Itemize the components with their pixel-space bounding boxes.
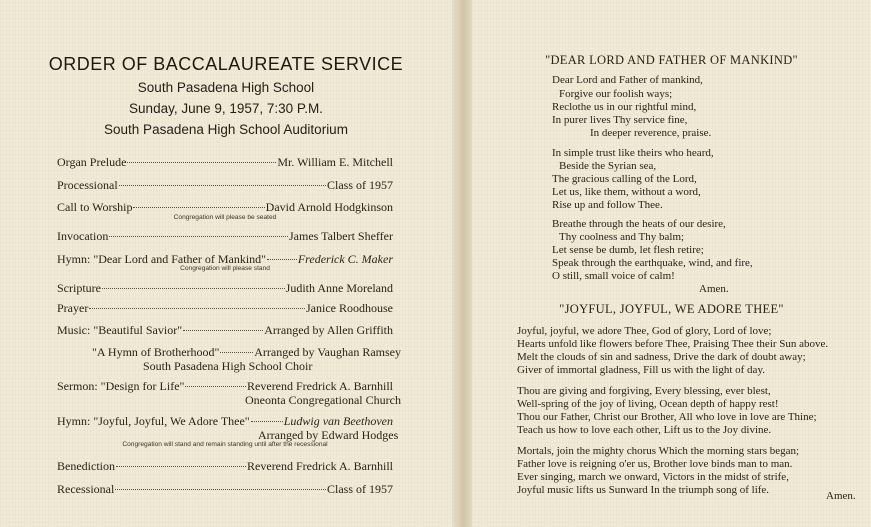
order-row — [57, 301, 393, 316]
order-item: Prayer — [57, 301, 89, 315]
order-person: Reverend Fredrick A. Barnhill — [247, 379, 393, 393]
leader-dots — [119, 185, 326, 186]
hymn2-line: Father love is reigning o'er us, Brother love binds man to man. — [517, 458, 793, 470]
leader-dots — [251, 421, 283, 422]
program-date: Sunday, June 9, 1957, 7:30 P.M. — [129, 101, 323, 116]
order-row — [57, 200, 393, 215]
hymn2-title: "JOYFUL, JOYFUL, WE ADORE THEE" — [559, 302, 784, 316]
order-person: Janice Roodhouse — [306, 301, 393, 315]
order-person: Judith Anne Moreland — [285, 281, 393, 295]
order-row — [57, 229, 393, 244]
order-row — [57, 459, 393, 474]
hymn2-line: Thou our Father, Christ our Brother, All who love in love are Thine; — [517, 411, 817, 423]
leader-dots — [183, 330, 263, 331]
center-fold — [452, 0, 472, 527]
order-note: Congregation will please be seated — [173, 214, 277, 221]
hymn1-line: Reclothe us in our rightful mind, — [552, 101, 697, 113]
hymn1-line: The gracious calling of the Lord, — [552, 173, 697, 185]
hymn2-line: Giver of immortal gladness, Fill us with the light of day. — [517, 364, 765, 376]
hymn1-line: Dear Lord and Father of mankind, — [552, 74, 703, 86]
leader-dots — [89, 308, 305, 309]
hymn1-line: Forgive our foolish ways; — [559, 88, 673, 100]
hymn2-line: Teach us how to love each other, Lift us to the Joy divine. — [517, 424, 772, 436]
leader-dots — [115, 489, 326, 490]
program-venue: South Pasadena High School Auditorium — [104, 122, 348, 137]
hymn1-line: Let sense be dumb, let flesh retire; — [552, 244, 704, 256]
order-item: Scripture — [57, 281, 101, 295]
order-person: Arranged by Allen Griffith — [264, 323, 393, 337]
leader-dots — [109, 236, 288, 237]
order-note: Congregation will stand and remain standing until after the recessional — [122, 441, 328, 448]
order-person: James Talbert Sheffer — [288, 229, 393, 243]
order-note: Congregation will please stand — [180, 265, 270, 272]
hymn1-amen: Amen. — [699, 283, 729, 295]
hymn1-line: O still, small voice of calm! — [552, 270, 675, 282]
order-person: Frederick C. Maker — [297, 252, 393, 266]
hymn1-line: Speak through the earthquake, wind, and fire, — [552, 257, 753, 269]
order-item: "A Hymn of Brotherhood" — [92, 345, 220, 359]
order-item: Organ Prelude — [57, 155, 127, 169]
order-person: David Arnold Hodgkinson — [265, 200, 393, 214]
hymn1-line: In purer lives Thy service fine, — [552, 114, 688, 126]
order-item: Sermon: "Design for Life" — [57, 379, 185, 393]
order-item: Music: "Beautiful Savior" — [57, 323, 183, 337]
hymn1-line: Thy coolness and Thy balm; — [559, 231, 685, 243]
order-continuation: Arranged by Edward Hodges — [258, 428, 399, 442]
hymn2-line: Ever singing, march we onward, Victors in the midst of strife, — [517, 471, 789, 483]
hymn2-line: Well-spring of the joy of living, Ocean depth of happy rest! — [517, 398, 779, 410]
order-item: Benediction — [57, 459, 115, 473]
leader-dots — [185, 386, 246, 387]
program-title: ORDER OF BACCALAUREATE SERVICE — [48, 54, 404, 74]
order-row — [57, 155, 393, 170]
order-item: Hymn: "Joyful, Joyful, We Adore Thee" — [57, 414, 250, 428]
hymn1-title: "DEAR LORD AND FATHER OF MANKIND" — [545, 53, 798, 67]
leader-dots — [116, 466, 246, 467]
order-item: Recessional — [57, 482, 115, 496]
hymn1-line: Rise up and follow Thee. — [552, 199, 663, 211]
hymn2-line: Mortals, join the mighty chorus Which the morning stars began; — [517, 445, 800, 457]
hymn1-line: In deeper reverence, praise. — [590, 127, 712, 139]
order-person: Reverend Fredrick A. Barnhill — [247, 459, 393, 473]
hymn1-line: Let us, like them, without a word, — [552, 186, 701, 198]
leader-dots — [220, 352, 253, 353]
hymn2-line: Joyful music lifts us Sunward In the triumph song of life. — [517, 484, 770, 496]
leader-dots — [133, 207, 264, 208]
hymn1-line: Beside the Syrian sea, — [559, 160, 657, 172]
leader-dots — [267, 259, 297, 260]
order-row — [57, 482, 393, 497]
order-row — [57, 379, 393, 394]
order-row — [57, 178, 393, 193]
order-person: Mr. William E. Mitchell — [277, 155, 393, 169]
order-item: Invocation — [57, 229, 109, 243]
order-person: Class of 1957 — [327, 482, 393, 496]
hymn2-line: Melt the clouds of sin and sadness, Drive the dark of doubt away; — [517, 351, 806, 363]
hymn1-line: In simple trust like theirs who heard, — [552, 147, 714, 159]
order-item: Processional — [57, 178, 118, 192]
leader-dots — [102, 288, 285, 289]
order-continuation: Oneonta Congregational Church — [245, 393, 401, 407]
order-row — [92, 345, 401, 360]
order-row — [57, 414, 393, 429]
order-item: Hymn: "Dear Lord and Father of Mankind" — [57, 252, 267, 266]
hymn1-line: Breathe through the heats of our desire, — [552, 218, 726, 230]
order-person: Arranged by Vaughan Ramsey — [254, 345, 401, 359]
leader-dots — [127, 162, 276, 163]
order-continuation: South Pasadena High School Choir — [143, 359, 313, 373]
order-row — [57, 281, 393, 296]
order-person: Ludwig van Beethoven — [283, 414, 393, 428]
order-person: Class of 1957 — [327, 178, 393, 192]
hymn2-line: Thou are giving and forgiving, Every blessing, ever blest, — [517, 385, 771, 397]
hymn2-line: Hearts unfold like flowers before Thee, Praising Thee their Sun above. — [517, 338, 829, 350]
hymn2-line: Joyful, joyful, we adore Thee, God of glory, Lord of love; — [517, 325, 772, 337]
program-school: South Pasadena High School — [137, 80, 315, 95]
hymn2-amen: Amen. — [826, 490, 856, 502]
order-row — [57, 323, 393, 338]
order-item: Call to Worship — [57, 200, 133, 214]
